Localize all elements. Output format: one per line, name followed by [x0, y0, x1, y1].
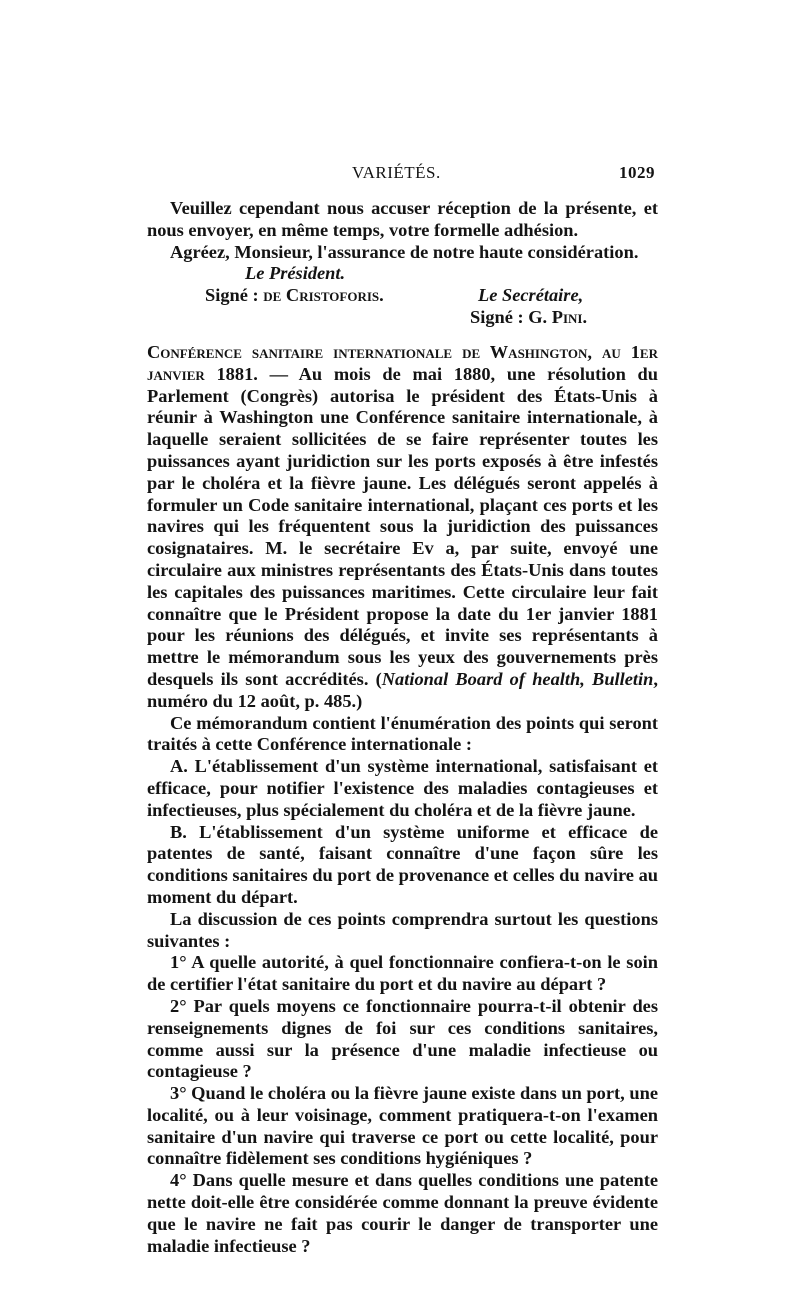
- article-heading: Conférence sanitaire internationale de Washington, au 1er janvier 1881.: [147, 342, 658, 384]
- letter-block: [147, 198, 658, 329]
- item-a: A. L'établissement d'un système international, satisfaisant et efficace, pour notifier l'existence des maladies contagieuses et infectieuses, plus spécialement du choléra et de la fièvre jaune.: [147, 756, 658, 820]
- article-block: [147, 342, 658, 1257]
- president-label: Le Président.: [245, 263, 346, 284]
- letter-paragraph-2: Agréez, Monsieur, l'assurance de notre haute considération.: [170, 241, 639, 262]
- article-paragraph-2: Ce mémorandum contient l'énumération des points qui seront traités à cette Conférence internationale :: [147, 712, 658, 755]
- president-signed: Signé :: [205, 285, 264, 306]
- item-b: B. L'établissement d'un système uniforme et efficace de patentes de santé, faisant connaître d'une façon sûre les conditions sanitaires du port de provenance et celles du navire au moment du départ.: [147, 821, 658, 907]
- secretary-signed: Signé :: [470, 307, 529, 328]
- article-source-tail: , numéro du 12 août, p. 485.): [147, 668, 658, 711]
- secretary-label: Le Secrétaire,: [478, 285, 584, 306]
- article-body: — Au mois de mai 1880, une résolution du Parlement (Congrès) autorisa le président des États-Unis à réunir à Washington une Conférence sanitaire internationale, à laquelle seraient sollicitées de se faire représenter toutes les puissances ayant juridiction sur les ports exposés à être infestés par le choléra et la fièvre jaune. Les délégués seront appelés à formuler un Code sanitaire international, plaçant ces ports et les navires qui les fréquentent sous la juridiction des puissances cosignataires. M. le secrétaire Ev a, par suite, envoyé une circulaire aux ministres représentants des États-Unis dans toutes les capitales des puissances maritimes. Cette circulaire leur fait connaître que le Président propose la date du 1er janvier 1881 pour les réunions des délégués, et invite ses représentants à mettre le mémorandum sous les yeux des gouvernements près desquels ils sont accrédités. (: [147, 363, 659, 689]
- signature-line: [147, 285, 658, 307]
- letter-paragraph-1: Veuillez cependant nous accuser réception de la présente, et nous envoyer, en même temps, votre formelle adhésion.: [147, 198, 658, 240]
- section-title: VARIÉTÉS.: [352, 163, 441, 182]
- article-source: National Board of health, Bulletin: [381, 668, 654, 689]
- question-2: 2° Par quels moyens ce fonctionnaire pourra-t-il obtenir des renseignements dignes de foi sur ces conditions sanitaires, comme aussi sur la présence d'une maladie infectieuse ou contagieuse ?: [147, 995, 658, 1082]
- president-label-line: [147, 263, 658, 285]
- article-paragraph-3: La discussion de ces points comprendra surtout les questions suivantes :: [147, 908, 658, 951]
- secretary-name: G. Pini.: [528, 307, 588, 328]
- question-3: 3° Quand le choléra ou la fièvre jaune existe dans un port, une localité, ou à leur voisinage, comment pratiquera-t-on l'examen sanitaire d'un navire qui traverse ce port ou cette localité, pour connaître fidèlement ses conditions hygiéniques ?: [147, 1083, 658, 1169]
- page-number: 1029: [619, 163, 655, 182]
- question-4: 4° Dans quelle mesure et dans quelles conditions une patente nette doit-elle être considérée comme donnant la preuve évidente que le navire ne fait pas courir le danger de transporter une maladie infectieuse ?: [147, 1170, 658, 1256]
- running-header: [147, 163, 658, 187]
- question-1: 1° A quelle autorité, à quel fonctionnaire confiera-t-on le soin de certifier l'état sanitaire du port et du navire au départ ?: [147, 952, 658, 995]
- article-paragraph-1: [147, 342, 658, 713]
- secretary-signature-line: [147, 307, 658, 329]
- president-name: de Cristoforis.: [263, 285, 384, 306]
